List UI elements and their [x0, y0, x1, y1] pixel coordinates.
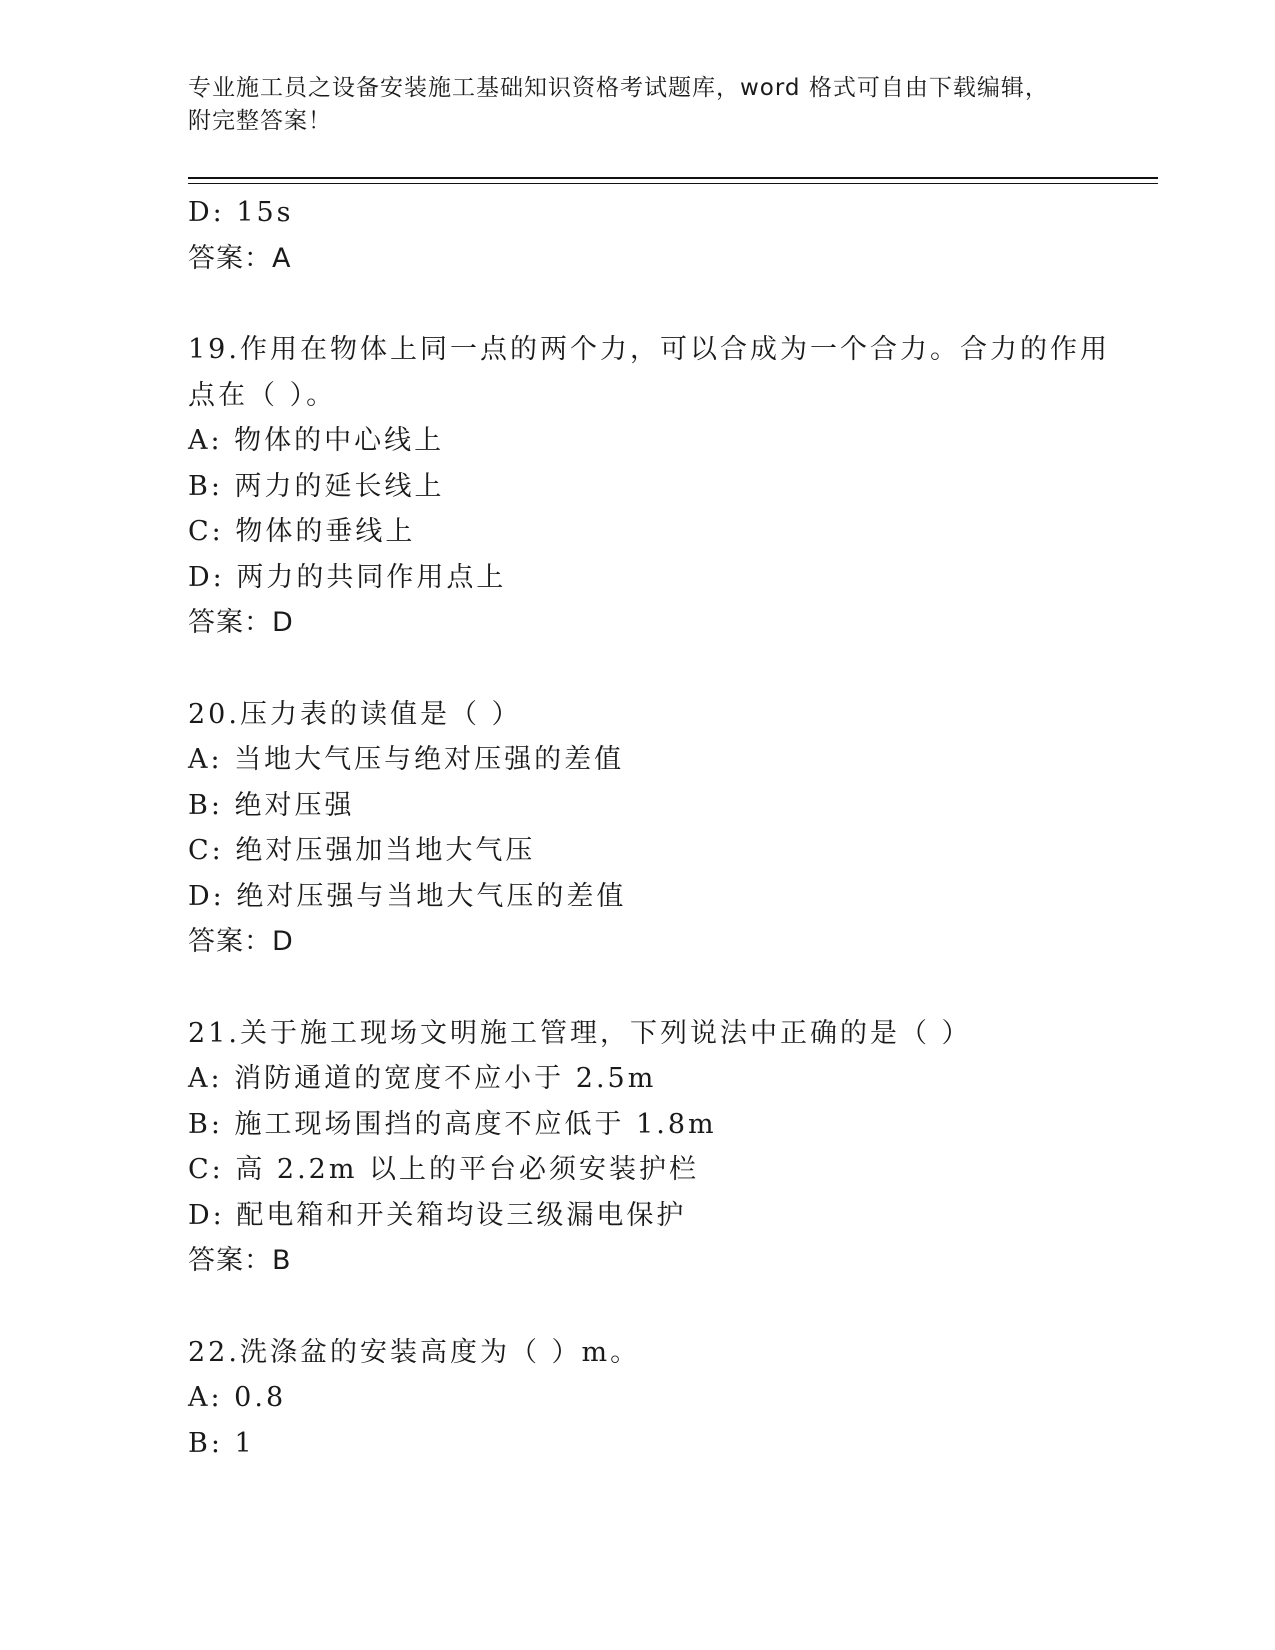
- option-d: D: 配电箱和开关箱均设三级漏电保护: [188, 1199, 687, 1231]
- previous-question-tail: [188, 190, 1088, 281]
- question-stem: 21.关于施工现场文明施工管理，下列说法中正确的是（ ）: [188, 1017, 972, 1049]
- question-stem: 22.洗涤盆的安装高度为（ ）m。: [188, 1336, 641, 1368]
- question-22: [188, 1330, 1088, 1467]
- header-divider-thick: [188, 177, 1158, 179]
- option-a: A: 消防通道的宽度不应小于 2.5m: [188, 1063, 657, 1094]
- option-b: B: 绝对压强: [188, 789, 355, 821]
- answer-line: 答案：B: [188, 1245, 292, 1276]
- spacer: [188, 1284, 1088, 1330]
- option-a: A: 0.8: [188, 1382, 287, 1413]
- header-line-1: 专业施工员之设备安装施工基础知识资格考试题库，word 格式可自由下载编辑，: [188, 75, 1049, 101]
- question-19: [188, 327, 1110, 646]
- spacer: [188, 646, 1088, 692]
- option-c: C: 高 2.2m 以上的平台必须安装护栏: [188, 1154, 700, 1185]
- header-divider-thin: [188, 183, 1158, 184]
- question-content: [188, 190, 1110, 1466]
- document-header: [188, 72, 1088, 138]
- option-d: D: 绝对压强与当地大气压的差值: [188, 880, 627, 912]
- option-b: B: 两力的延长线上: [188, 470, 445, 502]
- answer-line: 答案：A: [188, 242, 292, 274]
- answer-line: 答案：D: [188, 926, 294, 957]
- option-a: A: 物体的中心线上: [188, 425, 445, 456]
- question-stem: 20.压力表的读值是（ ）: [188, 698, 522, 730]
- option-d: D: 两力的共同作用点上: [188, 561, 507, 593]
- question-stem: 19.作用在物体上同一点的两个力，可以合成为一个合力。合力的作用: [188, 334, 1110, 365]
- option-d: D: 15s: [188, 197, 294, 228]
- question-21: [188, 1011, 1088, 1284]
- spacer: [188, 965, 1088, 1011]
- header-line-2: 附完整答案！: [188, 108, 332, 134]
- question-20: [188, 692, 1088, 965]
- option-b: B: 1: [188, 1427, 255, 1459]
- question-stem-continued: 点在（ ）。: [188, 379, 337, 411]
- answer-line: 答案：D: [188, 607, 294, 638]
- option-a: A: 当地大气压与绝对压强的差值: [188, 744, 625, 775]
- option-c: C: 绝对压强加当地大气压: [188, 835, 536, 866]
- option-c: C: 物体的垂线上: [188, 516, 416, 547]
- option-b: B: 施工现场围挡的高度不应低于 1.8m: [188, 1108, 717, 1140]
- spacer: [188, 281, 1088, 327]
